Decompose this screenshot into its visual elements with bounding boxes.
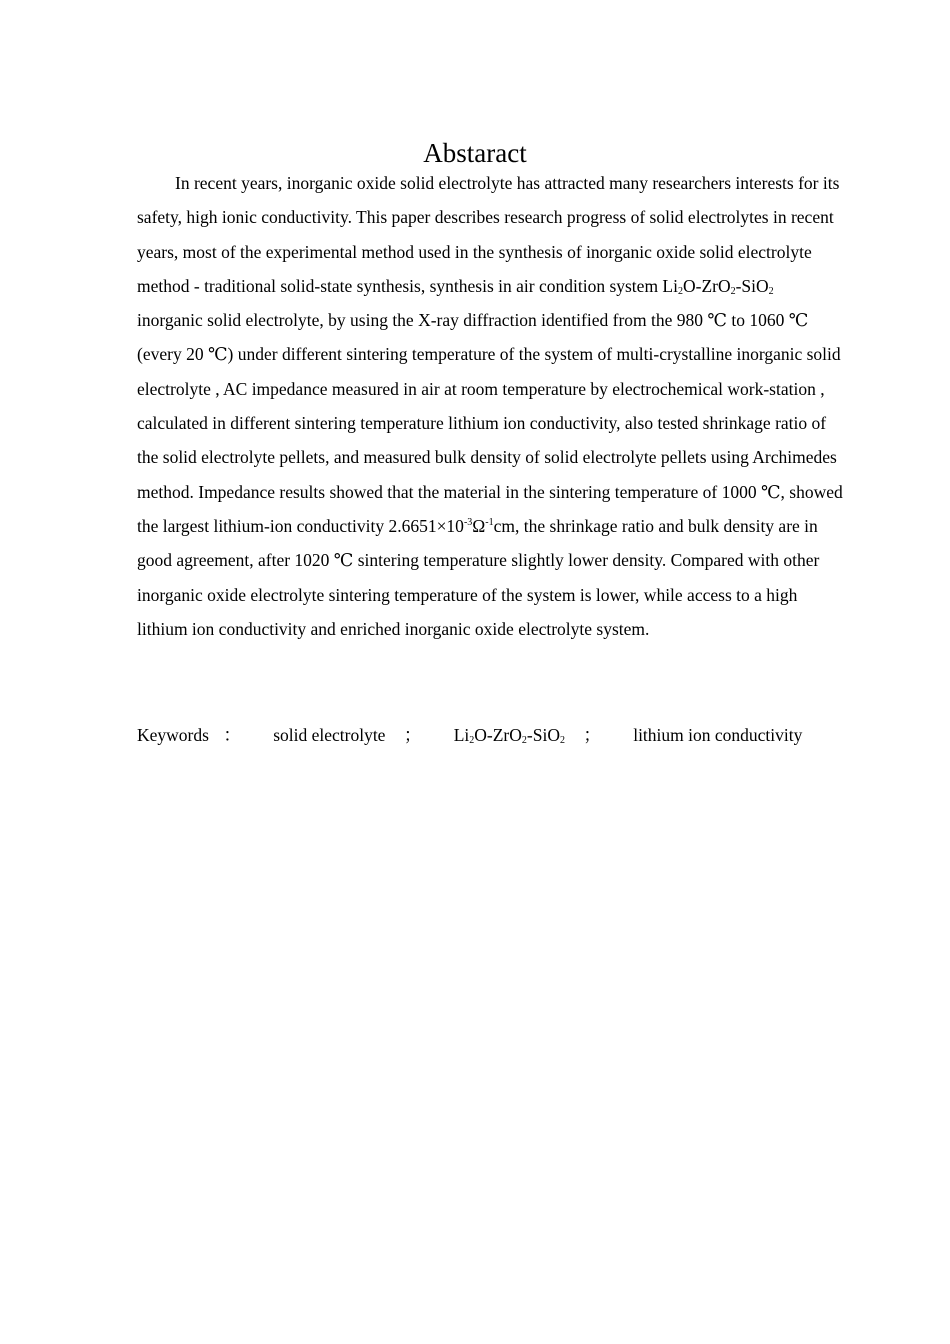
abstract-text-part-1: In recent years, inorganic oxide solid electrolyte has attracted many researchers interests for its safety, high ionic conductivity. This paper describes research progress of solid electrolytes in recent years, most of the experimental method used in the synthesis of inorganic oxide solid electrolyte method - traditional solid-state synthesis, synthesis in air condition system Li bbox=[137, 173, 840, 296]
exponent: -1 bbox=[485, 516, 494, 528]
abstract-paragraph bbox=[137, 166, 843, 646]
keyword-separator: ； bbox=[583, 725, 601, 745]
formula-subscript: 2 bbox=[730, 285, 736, 297]
exponent: -3 bbox=[463, 516, 473, 528]
formula-subscript: 2 bbox=[559, 735, 565, 746]
keywords-label: Keywords bbox=[137, 725, 209, 745]
keywords-line bbox=[137, 720, 843, 750]
abstract-text-part-2: inorganic solid electrolyte, by using the X-ray diffraction identified from the 980 ℃ to 1060 ℃ (every 20 ℃) under different sintering temperature of the system of multi-crystalline inorganic solid electrolyte , AC impedance measured in air at room temperature by electrochemical work-station , calculated in different sintering temperature lithium ion conductivity, also tested shrinkage ratio of the solid electrolyte pellets, and measured bulk density of solid electrolyte pellets using Archimedes method. Impedance results showed that the material in the sintering temperature of 1000 ℃, showed the largest lithium-ion conductivity 2.6651×10 bbox=[137, 310, 843, 536]
abstract-title: Abstaract bbox=[423, 138, 527, 168]
keyword-2 bbox=[454, 720, 565, 750]
formula-part: -SiO bbox=[735, 275, 769, 296]
formula-subscript: 2 bbox=[521, 735, 527, 746]
keywords-colon: ： bbox=[223, 725, 241, 745]
formula-subscript: 2 bbox=[768, 285, 774, 297]
formula-part: O-ZrO bbox=[474, 725, 522, 745]
formula-subscript: 2 bbox=[469, 735, 475, 746]
keyword-3: lithium ion conductivity bbox=[633, 725, 803, 745]
keyword-1: solid electrolyte bbox=[273, 725, 386, 745]
formula-subscript: 2 bbox=[677, 285, 683, 297]
formula-part: O-ZrO bbox=[682, 275, 731, 296]
abstract-text-part-3: cm, the shrinkage ratio and bulk density are in good agreement, after 1020 ℃ sintering temperature slightly lower density. Compared with other inorganic oxide electrolyte sintering temperature of the system is lower, while access to a high lithium ion conductivity and enriched inorganic oxide electrolyte system. bbox=[137, 515, 820, 639]
keyword-separator: ； bbox=[403, 725, 422, 745]
ohm-symbol: Ω bbox=[472, 515, 486, 536]
formula-part: -SiO bbox=[526, 725, 560, 745]
formula-part: Li bbox=[453, 725, 470, 745]
